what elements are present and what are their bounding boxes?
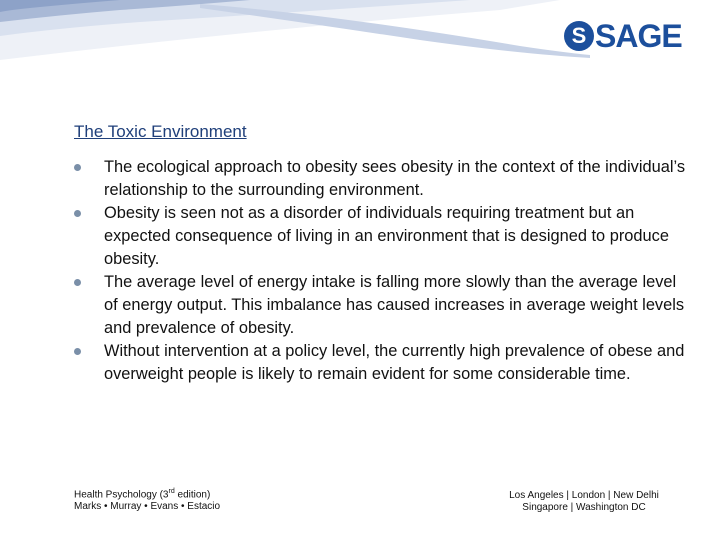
bullet-list — [74, 156, 694, 386]
footer-locations-line1: Los Angeles | London | New Delhi — [509, 490, 659, 501]
bullet-dot-icon — [74, 164, 81, 171]
sage-logo-mark-icon: S — [564, 21, 594, 51]
bullet-text: Obesity is seen not as a disorder of individuals requiring treatment but an expected consequence of living in an environment that is designed to produce obesity. — [104, 204, 669, 268]
bullet-item — [74, 271, 694, 340]
bullet-dot-icon — [74, 348, 81, 355]
bullet-item — [74, 202, 694, 271]
bullet-dot-icon — [74, 279, 81, 286]
bullet-text: The average level of energy intake is falling more slowly than the average level of energy output. This imbalance has caused increases in average weight levels and prevalence of obesity. — [104, 273, 685, 337]
bullet-text: The ecological approach to obesity sees obesity in the context of the individual’s relationship to the surrounding environment. — [104, 158, 686, 199]
bullet-text: Without intervention at a policy level, the currently high prevalence of obese and overweight people is likely to remain evident for some considerable time. — [104, 342, 685, 383]
slide-title: The Toxic Environment — [74, 122, 247, 141]
footer-locations — [494, 490, 674, 514]
footer-locations-line2: Singapore | Washington DC — [522, 502, 646, 513]
bullet-item — [74, 156, 694, 202]
sage-logo-text: SAGE — [595, 18, 682, 54]
bullet-dot-icon — [74, 210, 81, 217]
bullet-item — [74, 340, 694, 386]
footer-authors: Marks • Murray • Evans • Estacio — [74, 501, 221, 513]
sage-logo — [564, 16, 682, 56]
footer-book-info — [74, 486, 220, 513]
footer-book-title: Health Psychology (3rd edition) — [74, 488, 211, 501]
